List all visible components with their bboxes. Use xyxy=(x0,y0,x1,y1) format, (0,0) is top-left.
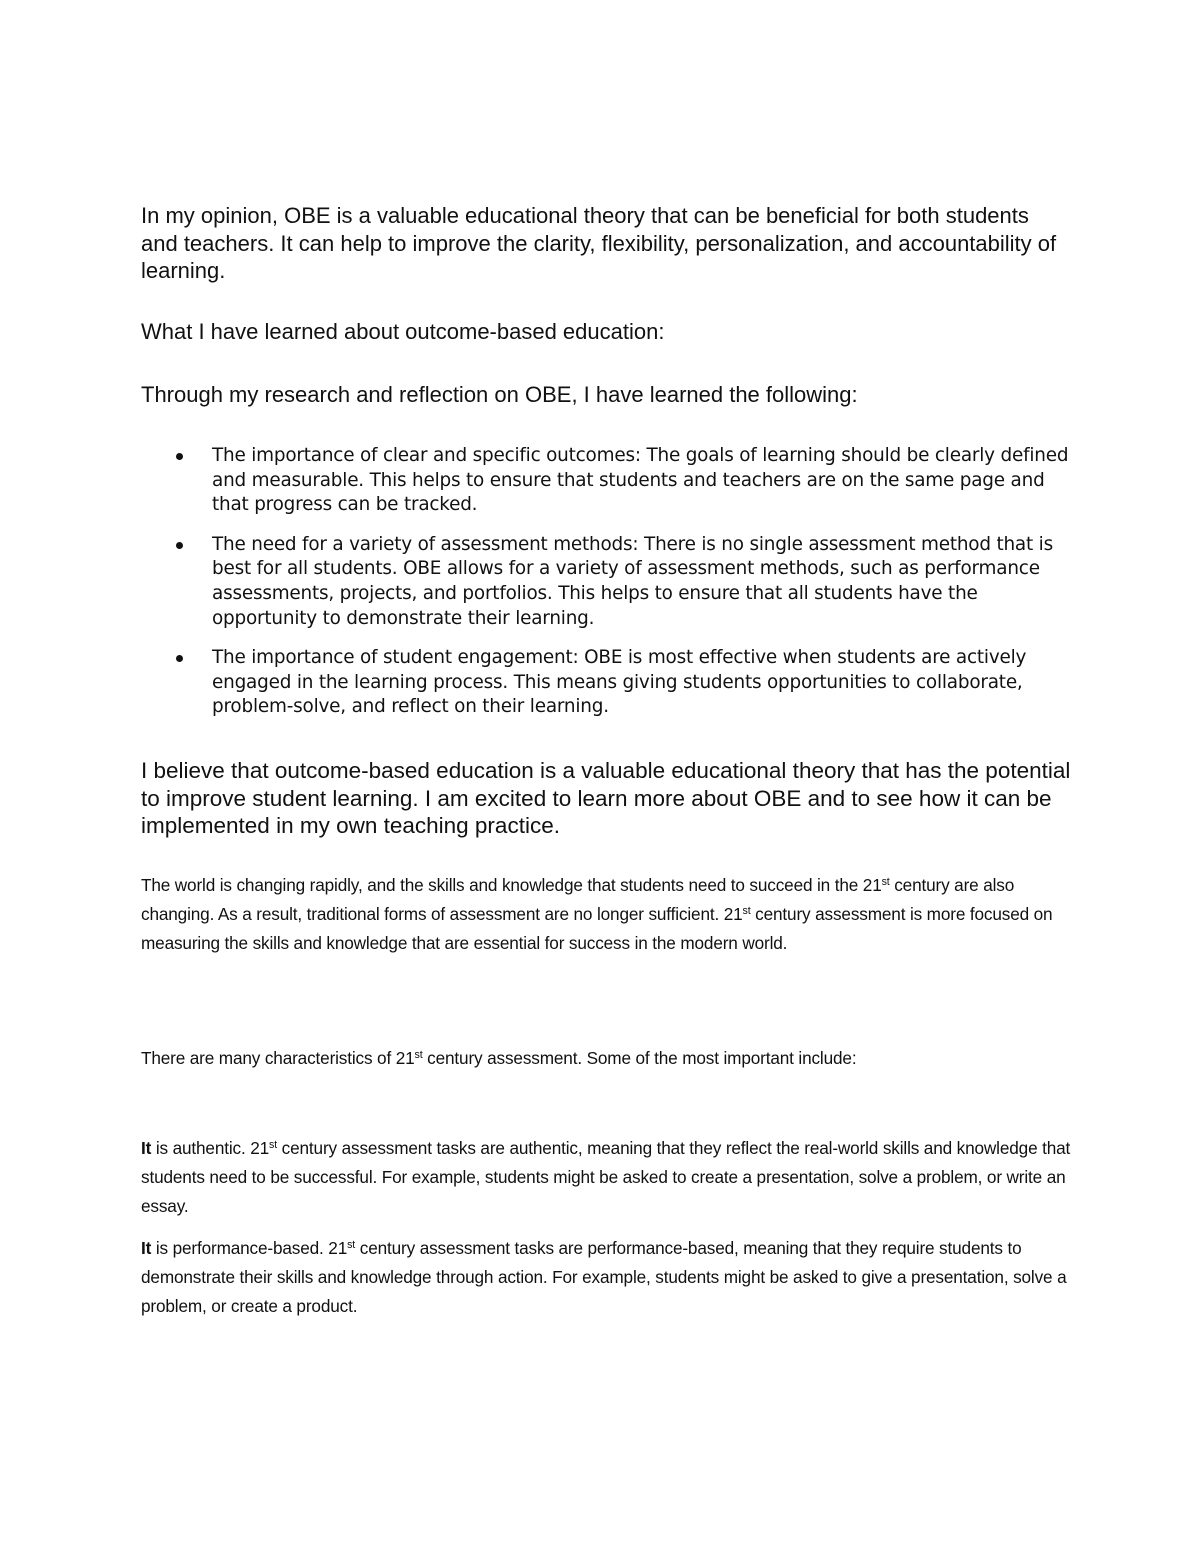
world-text-1: The world is changing rapidly, and the skills and knowledge that students need to succeed in the 21 xyxy=(141,875,882,895)
opinion-paragraph: In my opinion, OBE is a valuable educational theory that can be beneficial for both students and teachers. It can help to improve the clarity, flexibility, personalization, and accountability of learning. xyxy=(141,203,1057,283)
learned-points-list xyxy=(141,444,1071,735)
ordinal-suffix: st xyxy=(881,876,890,889)
bullet-icon xyxy=(176,655,183,662)
characteristics-text-2: century assessment. Some of the most important include: xyxy=(422,1048,857,1068)
list-item xyxy=(141,444,1071,518)
performance-text-2: century assessment tasks are performance-based, meaning that they require students to demonstrate their skills and knowledge through action. For example, students might be asked to give a presentation, solve a problem, or create a product. xyxy=(141,1238,1067,1316)
authentic-text-1: is authentic. 21 xyxy=(151,1138,270,1158)
list-item-text: The need for a variety of assessment methods: There is no single assessment method that is best for all students. OBE allows for a variety of assessment methods, such as performance assessments, projects, and portfolios. This helps to ensure that all students have the opportunity to demonstrate their learning. xyxy=(212,533,1053,629)
lead-word: It xyxy=(141,1238,152,1258)
characteristics-paragraph xyxy=(141,1044,1071,1073)
list-item-text: The importance of student engagement: OBE is most effective when students are actively engaged in the learning process. This means giving students opportunities to collaborate, problem-solve, and reflect on their learning. xyxy=(212,647,1027,718)
lead-word: It xyxy=(141,1138,152,1158)
belief-paragraph: I believe that outcome-based education is a valuable educational theory that has the potential to improve student learning. I am excited to learn more about OBE and to see how it can be implemented in my own teaching practice. xyxy=(141,758,1071,838)
ordinal-suffix: st xyxy=(269,1139,278,1152)
characteristics-text-1: There are many characteristics of 21 xyxy=(141,1048,415,1068)
bullet-icon xyxy=(176,453,183,460)
authentic-paragraph xyxy=(141,1134,1071,1221)
world-text-2: century are also changing. As a result, traditional forms of assessment are no longer sufficient. 21 xyxy=(141,875,1015,924)
world-text-3: century assessment is more focused on measuring the skills and knowledge that are essential for success in the modern world. xyxy=(141,904,1053,953)
list-item-text: The importance of clear and specific outcomes: The goals of learning should be clearly defined and measurable. This helps to ensure that students and teachers are on the same page and that progress can be tracked. xyxy=(212,445,1069,516)
learned-heading: What I have learned about outcome-based education: xyxy=(141,319,665,344)
research-intro-paragraph: Through my research and reflection on OBE, I have learned the following: xyxy=(141,382,858,407)
performance-text-1: is performance-based. 21 xyxy=(151,1238,348,1258)
list-item xyxy=(141,533,1071,631)
ordinal-suffix: st xyxy=(347,1239,356,1252)
ordinal-suffix: st xyxy=(414,1049,423,1062)
authentic-text-2: century assessment tasks are authentic, meaning that they reflect the real-world skills and knowledge that students need to be successful. For example, students might be asked to create a presentation, solve a problem, or write an essay. xyxy=(141,1138,1071,1216)
ordinal-suffix: st xyxy=(742,905,751,918)
performance-paragraph xyxy=(141,1234,1071,1321)
bullet-icon xyxy=(176,542,183,549)
list-item xyxy=(141,646,1071,720)
world-changing-paragraph xyxy=(141,871,1071,958)
